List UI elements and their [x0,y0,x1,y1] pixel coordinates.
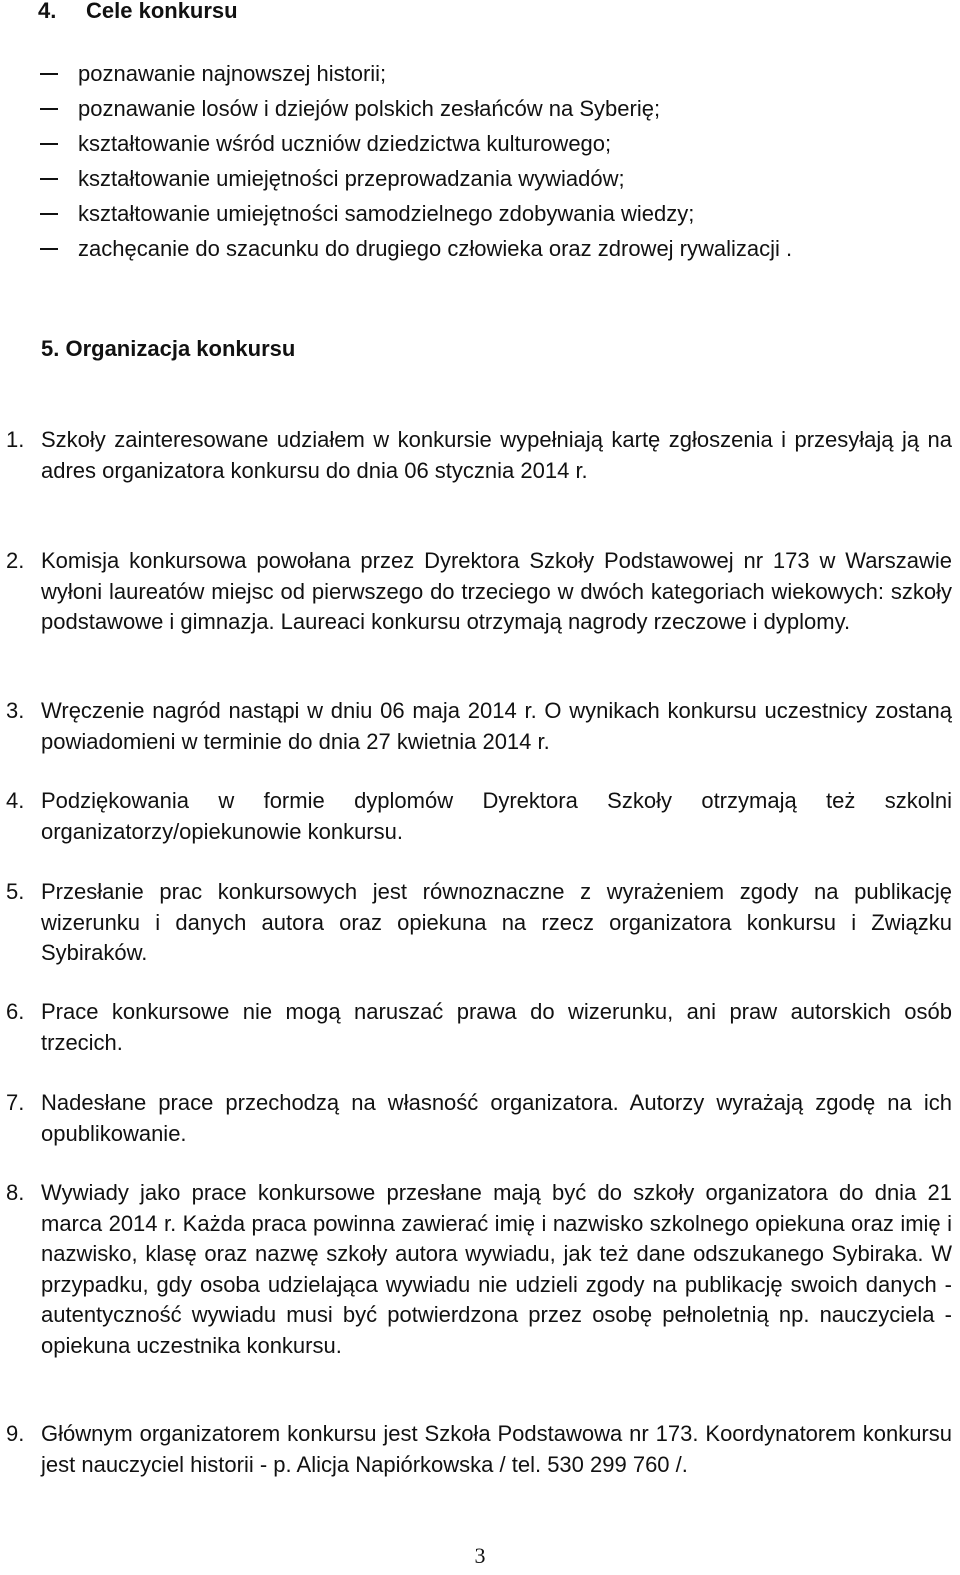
rule-item-2 [6,546,952,638]
page-number: 3 [474,1543,486,1568]
rule-number: 6. [6,999,25,1024]
rule-number: 1. [6,427,25,452]
rule-text: Komisja konkursowa powołana przez Dyrektora Szkoły Podstawowej nr 173 w Warszawie wyłoni laureatów miejsc od pierwszego do trzeciego w dwóch kategoriach wiekowych: szkoły podstawowe i gimnazja. Laureaci konkursu otrzymają nagrody rzeczowe i dyplomy. [41,548,952,634]
list-item-text: poznawanie losów i dziejów polskich zesłańców na Syberię; [78,96,661,121]
rule-item-4 [6,786,952,847]
rule-number: 2. [6,548,25,573]
rule-item-5 [6,877,952,969]
rule-number: 9. [6,1421,25,1446]
dash-bullet-icon [40,178,58,180]
rule-text: Podziękowania w formie dyplomów Dyrektora Szkoły otrzymają też szkolni organizatorzy/opiekunowie konkursu. [41,788,952,844]
rule-item-1 [6,425,952,486]
list-item-text: kształtowanie umiejętności samodzielnego zdobywania wiedzy; [78,201,695,226]
rule-item-6 [6,997,952,1058]
rule-number: 8. [6,1180,25,1205]
list-item [38,161,792,196]
rule-number: 3. [6,698,25,723]
list-item [38,196,792,231]
rule-number: 4. [6,788,25,813]
section-4-number: 4. [38,0,57,23]
rule-text: Przesłanie prac konkursowych jest równoznaczne z wyrażeniem zgody na publikację wizerunku i danych autora oraz opiekuna na rzecz organizatora konkursu i Związku Sybiraków. [41,879,952,965]
rule-text: Szkoły zainteresowane udziałem w konkursie wypełniają kartę zgłoszenia i przesyłają ją na adres organizatora konkursu do dnia 06 stycznia 2014 r. [41,427,952,483]
section-5-heading: 5. Organizacja konkursu [41,336,296,361]
list-item [38,126,792,161]
section-4-title: Cele konkursu [86,0,238,23]
rule-item-8 [6,1178,952,1361]
goals-list [38,56,792,266]
list-item-text: kształtowanie umiejętności przeprowadzania wywiadów; [78,166,625,191]
rule-item-3 [6,696,952,757]
rule-text: Nadesłane prace przechodzą na własność organizatora. Autorzy wyrażają zgodę na ich opublikowanie. [41,1090,952,1146]
list-item [38,56,792,91]
rule-number: 7. [6,1090,25,1115]
list-item [38,231,792,266]
rule-text: Głównym organizatorem konkursu jest Szkoła Podstawowa nr 173. Koordynatorem konkursu jest nauczyciel historii - p. Alicja Napiórkowska / tel. 530 299 760 /. [41,1421,952,1477]
list-item-text: zachęcanie do szacunku do drugiego człowieka oraz zdrowej rywalizacji . [78,236,793,261]
dash-bullet-icon [40,143,58,145]
rule-item-7 [6,1088,952,1149]
dash-bullet-icon [40,108,58,110]
rule-text: Prace konkursowe nie mogą naruszać prawa do wizerunku, ani praw autorskich osób trzecich. [41,999,952,1055]
section-4-heading [38,0,238,23]
dash-bullet-icon [40,248,58,250]
list-item-text: poznawanie najnowszej historii; [78,61,387,86]
dash-bullet-icon [40,73,58,75]
rule-text: Wywiady jako prace konkursowe przesłane mają być do szkoły organizatora do dnia 21 marca 2014 r. Każda praca powinna zawierać imię i nazwisko szkolnego opiekuna oraz imię i nazwisko, klasę oraz nazwę szkoły autora wywiadu, jak też dane odszukanego Sybiraka. W przypadku, gdy osoba udzielająca wywiadu nie udzieli zgody na publikację swoich danych - autentyczność wywiadu musi być potwierdzona przez osobę pełnoletnią np. nauczyciela - opiekuna uczestnika konkursu. [41,1180,952,1358]
list-item [38,91,792,126]
dash-bullet-icon [40,213,58,215]
rule-text: Wręczenie nagród nastąpi w dniu 06 maja 2014 r. O wynikach konkursu uczestnicy zostaną powiadomieni w terminie do dnia 27 kwietnia 2014 r. [41,698,952,754]
rule-item-9 [6,1419,952,1480]
list-item-text: kształtowanie wśród uczniów dziedzictwa kulturowego; [78,131,612,156]
rule-number: 5. [6,879,25,904]
